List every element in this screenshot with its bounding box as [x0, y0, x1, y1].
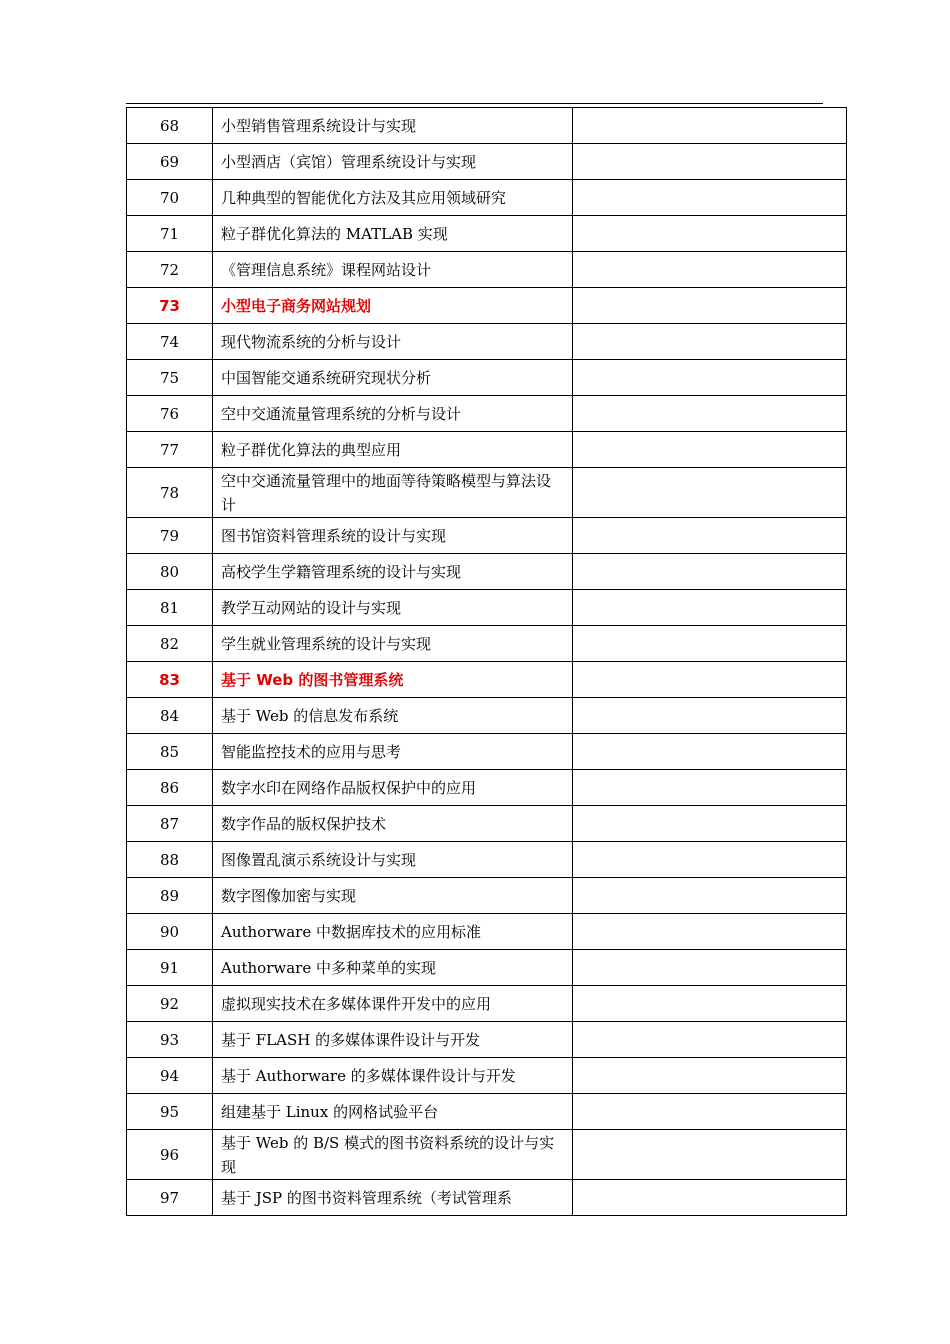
topic-title: 基于 FLASH 的多媒体课件设计与开发 [213, 1022, 573, 1058]
note-cell [573, 986, 847, 1022]
row-number: 79 [127, 518, 213, 554]
topic-title: 粒子群优化算法的 MATLAB 实现 [213, 216, 573, 252]
table-row [127, 914, 847, 950]
table-row [127, 626, 847, 662]
row-number: 93 [127, 1022, 213, 1058]
note-cell [573, 1094, 847, 1130]
row-number: 77 [127, 432, 213, 468]
table-row [127, 1130, 847, 1180]
table-row [127, 734, 847, 770]
note-cell [573, 950, 847, 986]
topic-title: 《管理信息系统》课程网站设计 [213, 252, 573, 288]
table-row [127, 1058, 847, 1094]
topic-title: 基于 Web 的信息发布系统 [213, 698, 573, 734]
row-number: 83 [127, 662, 213, 698]
topic-title: 空中交通流量管理中的地面等待策略模型与算法设计 [213, 468, 573, 518]
table-row [127, 468, 847, 518]
row-number: 81 [127, 590, 213, 626]
table-row [127, 180, 847, 216]
table-row [127, 806, 847, 842]
topic-title: 高校学生学籍管理系统的设计与实现 [213, 554, 573, 590]
note-cell [573, 1058, 847, 1094]
topic-title: Authorware 中数据库技术的应用标准 [213, 914, 573, 950]
table-row [127, 878, 847, 914]
note-cell [573, 1180, 847, 1216]
topic-title: 基于 Web 的 B/S 模式的图书资料系统的设计与实现 [213, 1130, 573, 1180]
row-number: 95 [127, 1094, 213, 1130]
table-row [127, 950, 847, 986]
topic-title: 中国智能交通系统研究现状分析 [213, 360, 573, 396]
note-cell [573, 734, 847, 770]
table-row [127, 252, 847, 288]
row-number: 88 [127, 842, 213, 878]
row-number: 84 [127, 698, 213, 734]
row-number: 71 [127, 216, 213, 252]
topic-title: 空中交通流量管理系统的分析与设计 [213, 396, 573, 432]
row-number: 94 [127, 1058, 213, 1094]
topic-title: 小型销售管理系统设计与实现 [213, 108, 573, 144]
note-cell [573, 554, 847, 590]
note-cell [573, 216, 847, 252]
row-number: 89 [127, 878, 213, 914]
topic-title: 几种典型的智能优化方法及其应用领域研究 [213, 180, 573, 216]
note-cell [573, 1022, 847, 1058]
table-row [127, 986, 847, 1022]
note-cell [573, 288, 847, 324]
row-number: 96 [127, 1130, 213, 1180]
topic-title: 数字水印在网络作品版权保护中的应用 [213, 770, 573, 806]
note-cell [573, 108, 847, 144]
table-row [127, 698, 847, 734]
row-number: 82 [127, 626, 213, 662]
table-row [127, 554, 847, 590]
topic-title: 组建基于 Linux 的网格试验平台 [213, 1094, 573, 1130]
row-number: 76 [127, 396, 213, 432]
row-number: 73 [127, 288, 213, 324]
note-cell [573, 590, 847, 626]
table-row [127, 1022, 847, 1058]
row-number: 69 [127, 144, 213, 180]
topic-title: 基于 Web 的图书管理系统 [213, 662, 573, 698]
topic-title: Authorware 中多种菜单的实现 [213, 950, 573, 986]
topics-table-body [127, 108, 847, 1216]
topics-table [126, 107, 847, 1216]
row-number: 91 [127, 950, 213, 986]
topic-title: 图书馆资料管理系统的设计与实现 [213, 518, 573, 554]
note-cell [573, 806, 847, 842]
note-cell [573, 878, 847, 914]
table-row [127, 360, 847, 396]
row-number: 97 [127, 1180, 213, 1216]
note-cell [573, 252, 847, 288]
topic-title: 粒子群优化算法的典型应用 [213, 432, 573, 468]
topic-title: 教学互动网站的设计与实现 [213, 590, 573, 626]
note-cell [573, 324, 847, 360]
row-number: 85 [127, 734, 213, 770]
table-row [127, 108, 847, 144]
row-number: 87 [127, 806, 213, 842]
note-cell [573, 180, 847, 216]
topic-title: 虚拟现实技术在多媒体课件开发中的应用 [213, 986, 573, 1022]
topic-title: 小型酒店（宾馆）管理系统设计与实现 [213, 144, 573, 180]
row-number: 75 [127, 360, 213, 396]
table-row [127, 144, 847, 180]
note-cell [573, 626, 847, 662]
note-cell [573, 144, 847, 180]
note-cell [573, 842, 847, 878]
row-number: 90 [127, 914, 213, 950]
note-cell [573, 1130, 847, 1180]
row-number: 70 [127, 180, 213, 216]
table-row [127, 770, 847, 806]
topic-title: 基于 Authorware 的多媒体课件设计与开发 [213, 1058, 573, 1094]
note-cell [573, 518, 847, 554]
topic-title: 数字作品的版权保护技术 [213, 806, 573, 842]
topic-title: 小型电子商务网站规划 [213, 288, 573, 324]
topic-title: 图像置乱演示系统设计与实现 [213, 842, 573, 878]
topic-title: 基于 JSP 的图书资料管理系统（考试管理系 [213, 1180, 573, 1216]
note-cell [573, 396, 847, 432]
table-row [127, 324, 847, 360]
table-row [127, 1094, 847, 1130]
topic-title: 数字图像加密与实现 [213, 878, 573, 914]
note-cell [573, 914, 847, 950]
header-rule [126, 103, 823, 104]
row-number: 68 [127, 108, 213, 144]
row-number: 92 [127, 986, 213, 1022]
row-number: 72 [127, 252, 213, 288]
row-number: 78 [127, 468, 213, 518]
row-number: 74 [127, 324, 213, 360]
table-row [127, 842, 847, 878]
topic-title: 智能监控技术的应用与思考 [213, 734, 573, 770]
table-row [127, 288, 847, 324]
table-row [127, 590, 847, 626]
note-cell [573, 662, 847, 698]
row-number: 86 [127, 770, 213, 806]
note-cell [573, 360, 847, 396]
topic-title: 学生就业管理系统的设计与实现 [213, 626, 573, 662]
table-row [127, 518, 847, 554]
table-row [127, 662, 847, 698]
note-cell [573, 432, 847, 468]
table-row [127, 396, 847, 432]
row-number: 80 [127, 554, 213, 590]
table-row [127, 432, 847, 468]
table-row [127, 216, 847, 252]
note-cell [573, 770, 847, 806]
note-cell [573, 698, 847, 734]
note-cell [573, 468, 847, 518]
table-row [127, 1180, 847, 1216]
topic-title: 现代物流系统的分析与设计 [213, 324, 573, 360]
